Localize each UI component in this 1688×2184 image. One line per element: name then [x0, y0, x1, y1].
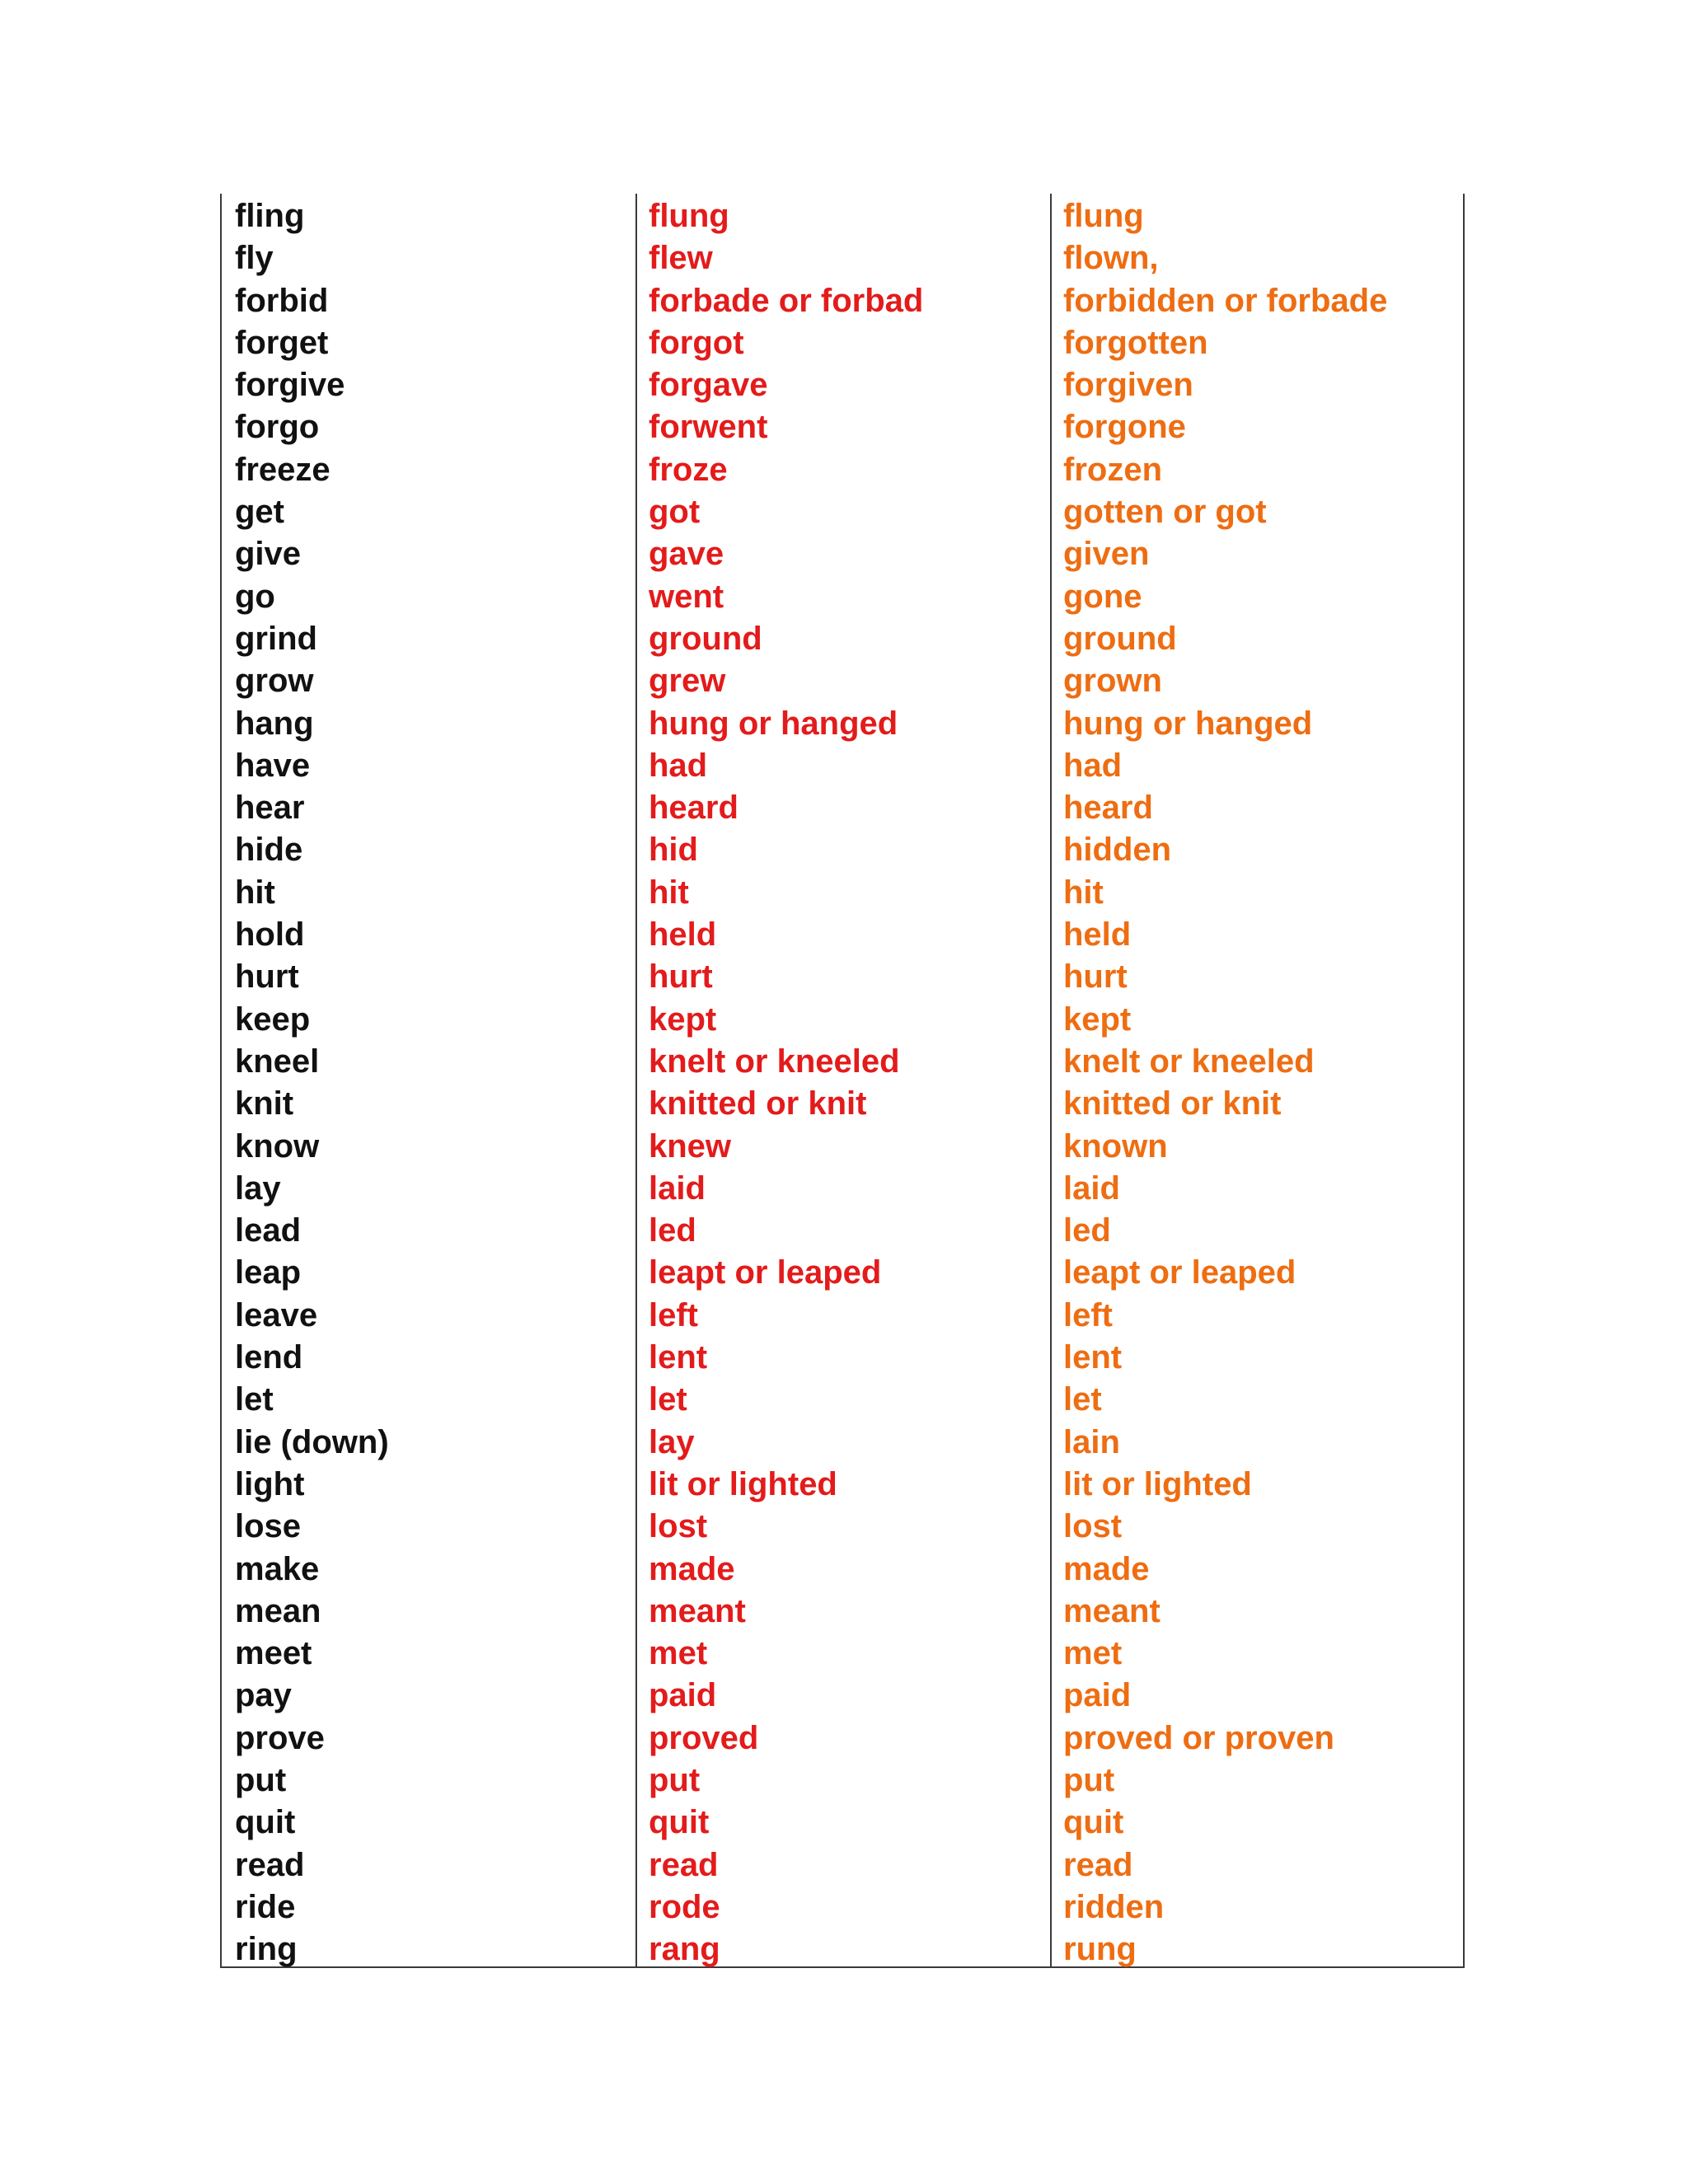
base-form-cell: hurt: [235, 958, 299, 996]
base-form-cell: know: [235, 1127, 320, 1165]
base-form-cell: hide: [235, 832, 303, 869]
base-form-cell: hear: [235, 790, 305, 827]
simple-past-cell: hung or hanged: [649, 705, 898, 742]
past-participle-cell: lost: [1063, 1508, 1123, 1545]
past-participle-cell: left: [1063, 1296, 1113, 1333]
base-form-cell: give: [235, 536, 302, 573]
simple-past-cell: forwent: [649, 409, 768, 446]
base-form-cell: quit: [235, 1804, 296, 1841]
irregular-verbs-table: [220, 194, 1465, 1968]
past-participle-cell: frozen: [1063, 451, 1162, 488]
simple-past-cell: ground: [649, 620, 762, 657]
base-form-cell: pay: [235, 1677, 292, 1714]
base-form-cell: leap: [235, 1254, 302, 1291]
simple-past-cell: knelt or kneeled: [649, 1043, 900, 1080]
simple-past-cell: rang: [649, 1931, 720, 1968]
base-form-cell: lay: [235, 1169, 281, 1207]
simple-past-cell: had: [649, 747, 708, 784]
past-participle-column: [1063, 195, 1451, 1971]
base-form-cell: hit: [235, 874, 275, 911]
simple-past-column: [649, 195, 1036, 1971]
base-form-cell: kneel: [235, 1043, 320, 1080]
simple-past-cell: quit: [649, 1804, 710, 1841]
past-participle-cell: ridden: [1063, 1888, 1165, 1925]
simple-past-cell: hit: [649, 874, 689, 911]
base-form-cell: forgive: [235, 367, 345, 404]
base-form-cell: hang: [235, 705, 314, 742]
base-form-cell: fly: [235, 240, 274, 277]
base-form-cell: lead: [235, 1212, 302, 1249]
base-form-cell: make: [235, 1550, 320, 1587]
simple-past-cell: flung: [649, 198, 729, 234]
base-form-cell: lose: [235, 1508, 302, 1545]
base-form-cell: ring: [235, 1931, 298, 1968]
base-form-cell: meet: [235, 1635, 312, 1672]
simple-past-cell: laid: [649, 1169, 706, 1207]
simple-past-cell: forgot: [649, 324, 744, 361]
simple-past-cell: led: [649, 1212, 696, 1249]
simple-past-cell: grew: [649, 663, 726, 700]
base-form-column: [235, 195, 622, 1971]
past-participle-cell: had: [1063, 747, 1123, 784]
simple-past-cell: let: [649, 1381, 687, 1418]
past-participle-cell: lit or lighted: [1063, 1465, 1252, 1502]
column-divider: [1050, 194, 1052, 1966]
past-participle-cell: read: [1063, 1846, 1133, 1883]
past-participle-cell: knelt or kneeled: [1063, 1043, 1315, 1080]
simple-past-cell: hurt: [649, 958, 713, 996]
past-participle-cell: forgone: [1063, 409, 1186, 446]
base-form-cell: let: [235, 1381, 274, 1418]
past-participle-cell: quit: [1063, 1804, 1124, 1841]
base-form-cell: read: [235, 1846, 305, 1883]
base-form-cell: fling: [235, 198, 305, 234]
past-participle-cell: let: [1063, 1381, 1102, 1418]
base-form-cell: lie (down): [235, 1423, 389, 1460]
simple-past-cell: lent: [649, 1339, 708, 1376]
simple-past-cell: lost: [649, 1508, 708, 1545]
base-form-cell: hold: [235, 916, 305, 954]
base-form-cell: forgo: [235, 409, 320, 446]
base-form-cell: have: [235, 747, 311, 784]
base-form-cell: forbid: [235, 282, 329, 319]
base-form-cell: knit: [235, 1085, 294, 1122]
column-divider: [635, 194, 637, 1966]
base-form-cell: mean: [235, 1592, 321, 1629]
past-participle-cell: hung or hanged: [1063, 705, 1313, 742]
base-form-cell: freeze: [235, 451, 331, 488]
simple-past-cell: lit or lighted: [649, 1465, 837, 1502]
past-participle-cell: forgotten: [1063, 324, 1208, 361]
simple-past-cell: gave: [649, 536, 724, 573]
simple-past-cell: made: [649, 1550, 735, 1587]
base-form-cell: ride: [235, 1888, 296, 1925]
past-participle-cell: made: [1063, 1550, 1150, 1587]
past-participle-cell: met: [1063, 1635, 1123, 1672]
past-participle-cell: meant: [1063, 1592, 1160, 1629]
simple-past-cell: flew: [649, 240, 713, 277]
past-participle-cell: flung: [1063, 198, 1144, 234]
base-form-cell: lend: [235, 1339, 303, 1376]
past-participle-cell: held: [1063, 916, 1132, 954]
simple-past-cell: held: [649, 916, 717, 954]
simple-past-cell: paid: [649, 1677, 717, 1714]
past-participle-cell: gone: [1063, 578, 1142, 615]
base-form-cell: keep: [235, 1001, 311, 1038]
past-participle-cell: put: [1063, 1761, 1115, 1798]
simple-past-cell: went: [649, 578, 724, 615]
past-participle-cell: proved or proven: [1063, 1719, 1334, 1756]
past-participle-cell: given: [1063, 536, 1150, 573]
base-form-cell: put: [235, 1761, 287, 1798]
simple-past-cell: lay: [649, 1423, 695, 1460]
past-participle-cell: lain: [1063, 1423, 1120, 1460]
past-participle-cell: paid: [1063, 1677, 1132, 1714]
past-participle-cell: forgiven: [1063, 367, 1193, 404]
base-form-cell: get: [235, 494, 284, 531]
simple-past-cell: proved: [649, 1719, 759, 1756]
past-participle-cell: leapt or leaped: [1063, 1254, 1296, 1291]
base-form-cell: go: [235, 578, 275, 615]
simple-past-cell: kept: [649, 1001, 717, 1038]
simple-past-cell: heard: [649, 790, 738, 827]
past-participle-cell: knitted or knit: [1063, 1085, 1282, 1122]
past-participle-cell: flown,: [1063, 240, 1159, 277]
simple-past-cell: meant: [649, 1592, 746, 1629]
simple-past-cell: put: [649, 1761, 701, 1798]
past-participle-cell: hit: [1063, 874, 1104, 911]
base-form-cell: leave: [235, 1296, 318, 1333]
simple-past-cell: rode: [649, 1888, 720, 1925]
past-participle-cell: rung: [1063, 1931, 1137, 1968]
past-participle-cell: heard: [1063, 790, 1153, 827]
simple-past-cell: read: [649, 1846, 719, 1883]
past-participle-cell: known: [1063, 1127, 1168, 1165]
simple-past-cell: got: [649, 494, 701, 531]
past-participle-cell: grown: [1063, 663, 1162, 700]
past-participle-cell: hidden: [1063, 832, 1172, 869]
base-form-cell: grind: [235, 620, 317, 657]
simple-past-cell: met: [649, 1635, 708, 1672]
simple-past-cell: knew: [649, 1127, 732, 1165]
simple-past-cell: left: [649, 1296, 698, 1333]
base-form-cell: prove: [235, 1719, 325, 1756]
simple-past-cell: hid: [649, 832, 698, 869]
simple-past-cell: forgave: [649, 367, 768, 404]
simple-past-cell: forbade or forbad: [649, 282, 924, 319]
past-participle-cell: ground: [1063, 620, 1177, 657]
past-participle-cell: forbidden or forbade: [1063, 282, 1388, 319]
past-participle-cell: kept: [1063, 1001, 1132, 1038]
past-participle-cell: led: [1063, 1212, 1111, 1249]
simple-past-cell: leapt or leaped: [649, 1254, 882, 1291]
past-participle-cell: hurt: [1063, 958, 1128, 996]
past-participle-cell: laid: [1063, 1169, 1120, 1207]
base-form-cell: grow: [235, 663, 314, 700]
past-participle-cell: lent: [1063, 1339, 1123, 1376]
past-participle-cell: gotten or got: [1063, 494, 1267, 531]
base-form-cell: light: [235, 1465, 305, 1502]
simple-past-cell: froze: [649, 451, 728, 488]
base-form-cell: forget: [235, 324, 329, 361]
simple-past-cell: knitted or knit: [649, 1085, 867, 1122]
